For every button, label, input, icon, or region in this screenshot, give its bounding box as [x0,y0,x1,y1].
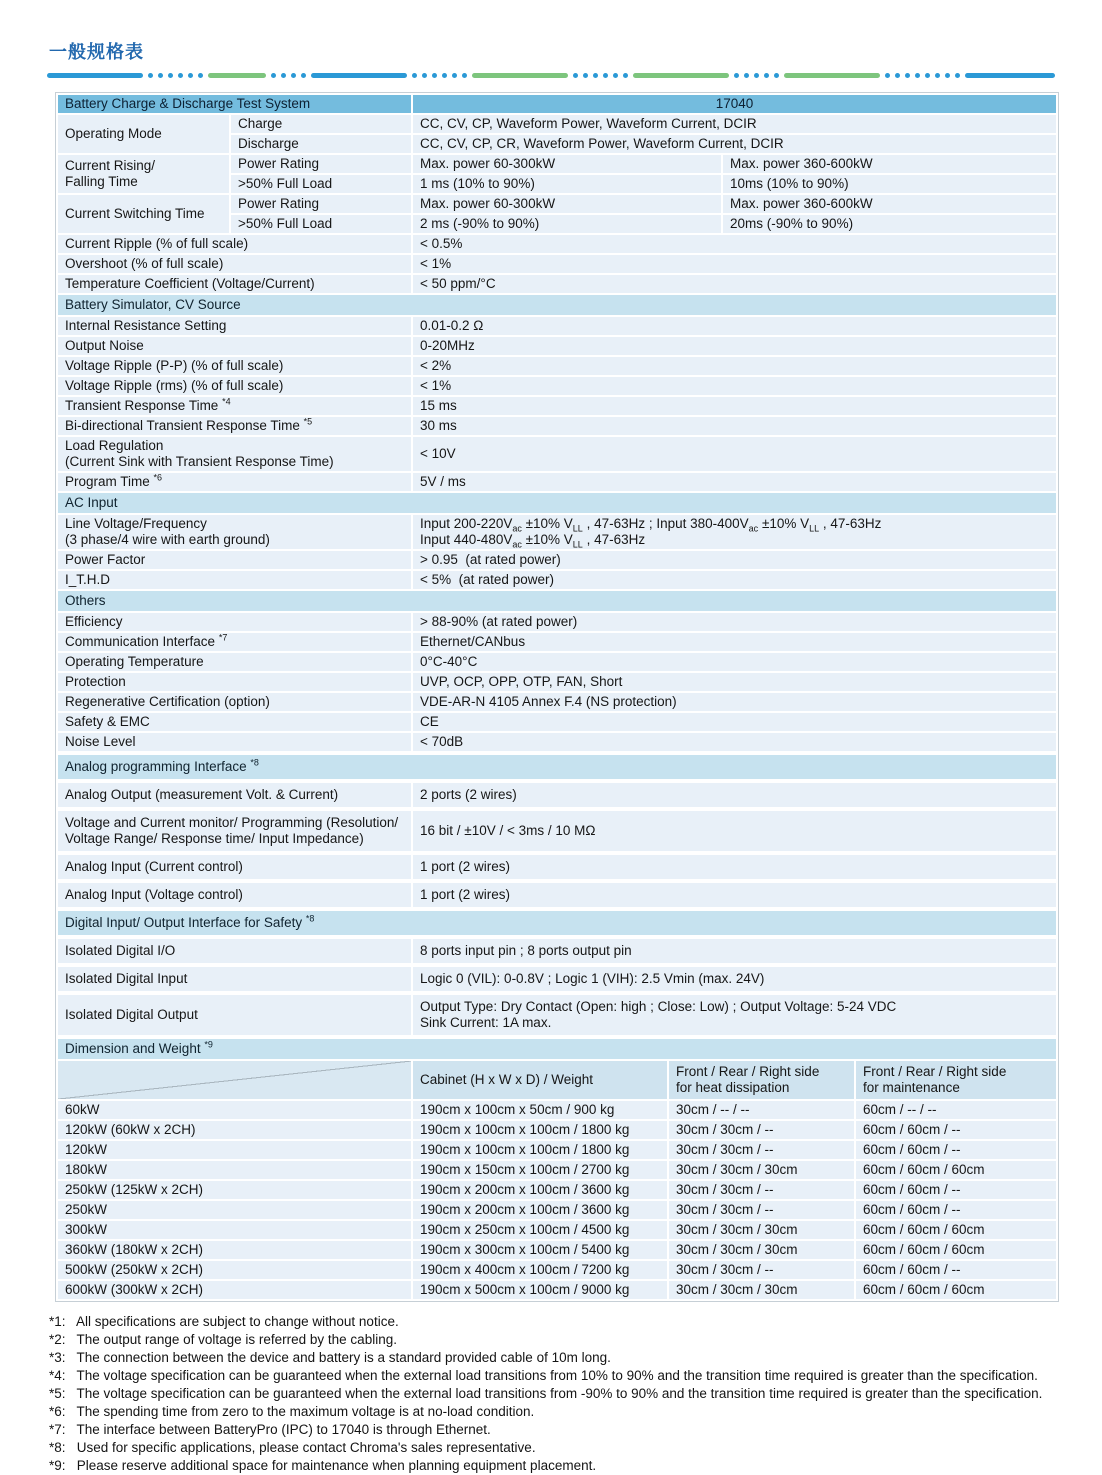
spec-row [57,993,1057,1037]
divider-dot [734,73,739,78]
spec-value-cell: < 1% [412,376,1057,396]
footnote-text: The output range of voltage is referred by the cabling. [76,1332,397,1347]
spec-row [57,336,1057,356]
section-header-cell: Others [57,590,1057,612]
spec-row [57,1180,1057,1200]
spec-value-cell: 1 port (2 wires) [412,881,1057,909]
footnote-mark: *2: [49,1332,66,1347]
spec-row [57,514,1057,550]
divider-dot [291,73,296,78]
spec-label-cell: Isolated Digital Input [57,965,412,993]
spec-label-cell: Regenerative Certification (option) [57,692,412,712]
spec-label-cell: Operating Mode [57,114,230,154]
spec-row [57,1220,1057,1240]
spec-row [57,1240,1057,1260]
divider-dot [945,73,950,78]
spec-label-cell: Safety & EMC [57,712,412,732]
spec-value-cell: 190cm x 400cm x 100cm / 7200 kg [412,1260,668,1280]
spec-label-cell: Voltage and Current monitor/ Programming (Resolution/ Voltage Range/ Response time/ Input Impedance) [57,809,412,853]
spec-value-cell: 60cm / 60cm / 60cm [855,1280,1057,1300]
spec-value-cell: 0°C-40°C [412,652,1057,672]
spec-label-cell: Power Factor [57,550,412,570]
divider-dot [754,73,759,78]
divider-dot [603,73,608,78]
spec-value-cell: 20ms (-90% to 90%) [722,214,1057,234]
footnote-mark: *5: [49,1386,66,1401]
spec-value-cell: < 50 ppm/°C [412,274,1057,294]
spec-row [57,274,1057,294]
spec-label-cell: Voltage Ripple (rms) (% of full scale) [57,376,412,396]
divider-dot [915,73,920,78]
spec-label-cell: Analog Input (Voltage control) [57,881,412,909]
diagonal-cell [57,1060,412,1100]
footnote-text: Used for specific applications, please contact Chroma's sales representative. [76,1440,536,1455]
divider-dot [301,73,306,78]
spec-row [57,376,1057,396]
spec-value-cell: Max. power 360-600kW [722,194,1057,214]
footnote-text: Please reserve additional space for maintenance when planning equipment placement. [76,1458,597,1473]
spec-row [57,1160,1057,1180]
divider-dash-blue [965,73,1055,78]
spec-value-cell: Input $200-220V_{ac} \pm 10\%$ $V_{LL}$ , 47-63Hz ; Input $380-400V_{ac} \pm 10\%$ $V_{LL}$ , 47-63Hz Input $440-480V_{ac} \pm 10\%$ $V_{LL}$ , 47-63Hz [412,514,1057,550]
spec-value-cell: 190cm x 100cm x 100cm / 1800 kg [412,1120,668,1140]
section-row [57,753,1057,781]
spec-label-cell: 360kW (180kW x 2CH) [57,1240,412,1260]
dim-header-row [57,1060,1057,1100]
spec-label-cell: Communication Interface $^{*7}$ [57,632,412,652]
divider-dot [281,73,286,78]
footnote-mark: *1: [49,1314,66,1329]
footnote-mark: *9: [49,1458,66,1473]
divider-dot [573,73,578,78]
footnote [49,1439,1062,1457]
section-header-cell: Analog programming Interface $^{*8}$ [57,753,1057,781]
spec-value-cell: 60cm / 60cm / 60cm [855,1220,1057,1240]
spec-value-cell: 190cm x 100cm x 50cm / 900 kg [412,1100,668,1120]
spec-row [57,1120,1057,1140]
divider-dot [593,73,598,78]
spec-label-cell: Protection [57,672,412,692]
spec-value-cell: 60cm / 60cm / 60cm [855,1240,1057,1260]
divider-dot [885,73,890,78]
spec-row [57,316,1057,336]
divider-dash-green [633,73,729,78]
spec-row [57,1140,1057,1160]
divider-dot [764,73,769,78]
spec-row [57,472,1057,492]
spec-label-cell: 60kW [57,1100,412,1120]
divider-dot [148,73,153,78]
page-title: 一般规格表 [49,42,144,62]
footnote-text: All specifications are subject to change without notice. [76,1314,399,1329]
spec-row [57,881,1057,909]
footnote-mark: *7: [49,1422,66,1437]
spec-row [57,436,1057,472]
table-header-row [57,94,1057,114]
spec-value-cell: < 2% [412,356,1057,376]
spec-label-cell: Analog Input (Current control) [57,853,412,881]
section-row [57,590,1057,612]
spec-value-cell: > 88-90% (at rated power) [412,612,1057,632]
spec-row [57,1260,1057,1280]
divider-dot [583,73,588,78]
divider-dot [271,73,276,78]
spec-row [57,114,1057,134]
spec-row [57,712,1057,732]
spec-value-cell: 190cm x 200cm x 100cm / 3600 kg [412,1200,668,1220]
footnote [49,1403,1062,1421]
spec-value-cell: 10ms (10% to 90%) [722,174,1057,194]
spec-value-cell: 1 port (2 wires) [412,853,1057,881]
spec-row [57,965,1057,993]
spec-value-cell: 30cm / 30cm / 30cm [668,1280,855,1300]
spec-label-cell: 120kW [57,1140,412,1160]
spec-value-cell: Ethernet/CANbus [412,632,1057,652]
spec-value-cell: 30cm / 30cm / 30cm [668,1240,855,1260]
spec-value-cell: 30cm / 30cm / -- [668,1120,855,1140]
spec-row [57,632,1057,652]
spec-label-cell: Power Rating [230,154,412,174]
spec-row [57,672,1057,692]
divider-dot [925,73,930,78]
divider-dot [422,73,427,78]
spec-row [57,781,1057,809]
spec-label-cell: Voltage Ripple (P-P) (% of full scale) [57,356,412,376]
spec-label-cell: Output Noise [57,336,412,356]
spec-value-cell: 30cm / 30cm / -- [668,1140,855,1160]
spec-label-cell: >50% Full Load [230,214,412,234]
section-row [57,909,1057,937]
spec-table [56,93,1058,1301]
spec-value-cell: 30cm / 30cm / 30cm [668,1220,855,1240]
spec-value-cell: > 0.95 (at rated power) [412,550,1057,570]
spec-label-cell: Transient Response Time $^{*4}$ [57,396,412,416]
spec-label-cell: Load Regulation (Current Sink with Transient Response Time) [57,436,412,472]
spec-value-cell: 190cm x 250cm x 100cm / 4500 kg [412,1220,668,1240]
spec-label-cell: Program Time $^{*6}$ [57,472,412,492]
spec-label-cell: 180kW [57,1160,412,1180]
spec-label-cell: Discharge [230,134,412,154]
spec-label-cell: Temperature Coefficient (Voltage/Current) [57,274,412,294]
spec-value-cell: Max. power 60-300kW [412,194,722,214]
spec-row [57,853,1057,881]
divider-dot [188,73,193,78]
spec-value-cell: 0-20MHz [412,336,1057,356]
spec-value-cell: 30cm / -- / -- [668,1100,855,1120]
table-title-cell: Battery Charge & Discharge Test System [57,94,412,114]
footnote [49,1457,1062,1475]
section-header-cell: Dimension and Weight $^{*9}$ [57,1037,1057,1060]
spec-table-body [57,94,1057,1300]
spec-label-cell: Efficiency [57,612,412,632]
divider-dot [158,73,163,78]
spec-row [57,732,1057,753]
divider-dot [955,73,960,78]
spec-row [57,570,1057,590]
spec-value-cell: 2 ports (2 wires) [412,781,1057,809]
spec-row [57,612,1057,632]
spec-label-cell: Internal Resistance Setting [57,316,412,336]
decorative-divider [47,71,1057,79]
spec-value-cell: 30cm / 30cm / -- [668,1200,855,1220]
spec-value-cell: < 5% (at rated power) [412,570,1057,590]
spec-value-cell: 60cm / 60cm / 60cm [855,1160,1057,1180]
divider-dot [744,73,749,78]
spec-value-cell: 15 ms [412,396,1057,416]
footnote [49,1421,1062,1439]
divider-dot [905,73,910,78]
spec-value-cell: Output Type: Dry Contact (Open: high ; Close: Low) ; Output Voltage: 5-24 VDC Sink Current: 1A max. [412,993,1057,1037]
divider-dash-blue [311,73,407,78]
spec-value-cell: 16 bit / ±10V / < 3ms / 10 MΩ [412,809,1057,853]
footnote [49,1313,1062,1331]
footnote-text: The voltage specification can be guaranteed when the external load transitions from -90% to 90% and the transition time required is greater than the specification. [76,1386,1043,1401]
dim-header-cell: Cabinet (H x W x D) / Weight [412,1060,668,1100]
footnote-mark: *4: [49,1368,66,1383]
spec-value-cell: CE [412,712,1057,732]
divider-dot [774,73,779,78]
footnote [49,1385,1062,1403]
spec-label-cell: 250kW [57,1200,412,1220]
spec-label-cell: 600kW (300kW x 2CH) [57,1280,412,1300]
spec-value-cell: < 1% [412,254,1057,274]
spec-row [57,154,1057,174]
spec-row [57,1100,1057,1120]
spec-value-cell: Max. power 360-600kW [722,154,1057,174]
spec-value-cell: 8 ports input pin ; 8 ports output pin [412,937,1057,965]
spec-value-cell: 190cm x 150cm x 100cm / 2700 kg [412,1160,668,1180]
spec-row [57,194,1057,214]
spec-value-cell: 60cm / 60cm / -- [855,1260,1057,1280]
spec-value-cell: 30cm / 30cm / 30cm [668,1160,855,1180]
section-row [57,1037,1057,1060]
spec-value-cell: 60cm / 60cm / -- [855,1180,1057,1200]
spec-label-cell: Noise Level [57,732,412,753]
divider-dot [412,73,417,78]
divider-dot [178,73,183,78]
spec-value-cell: Max. power 60-300kW [412,154,722,174]
footnotes [49,1313,1062,1475]
spec-label-cell: Isolated Digital I/O [57,937,412,965]
model-number-cell: 17040 [412,94,1057,114]
divider-dot [168,73,173,78]
spec-row [57,1200,1057,1220]
spec-label-cell: Line Voltage/Frequency (3 phase/4 wire with earth ground) [57,514,412,550]
spec-label-cell: >50% Full Load [230,174,412,194]
divider-dash-green [208,73,266,78]
spec-row [57,1280,1057,1300]
spec-value-cell: < 10V [412,436,1057,472]
spec-value-cell: Logic 0 (VIL): 0-0.8V ; Logic 1 (VIH): 2.5 Vmin (max. 24V) [412,965,1057,993]
dim-header-cell: Front / Rear / Right side for maintenance [855,1060,1057,1100]
spec-value-cell: 5V / ms [412,472,1057,492]
section-header-cell: Battery Simulator, CV Source [57,294,1057,316]
spec-value-cell: 190cm x 300cm x 100cm / 5400 kg [412,1240,668,1260]
spec-label-cell: 120kW (60kW x 2CH) [57,1120,412,1140]
spec-value-cell: < 70dB [412,732,1057,753]
spec-value-cell: 60cm / 60cm / -- [855,1140,1057,1160]
footnote-mark: *3: [49,1350,66,1365]
section-header-cell: Digital Input/ Output Interface for Safety $^{*8}$ [57,909,1057,937]
divider-dot [623,73,628,78]
spec-value-cell: 60cm / 60cm / -- [855,1200,1057,1220]
spec-row [57,652,1057,672]
divider-dot [613,73,618,78]
spec-row [57,937,1057,965]
spec-label-cell: Charge [230,114,412,134]
footnote-mark: *8: [49,1440,66,1455]
spec-label-cell: Bi-directional Transient Response Time $^{*5}$ [57,416,412,436]
spec-value-cell: < 0.5% [412,234,1057,254]
spec-label-cell: 250kW (125kW x 2CH) [57,1180,412,1200]
spec-value-cell: 30cm / 30cm / -- [668,1260,855,1280]
spec-value-cell: 60cm / -- / -- [855,1100,1057,1120]
footnote-text: The connection between the device and battery is a standard provided cable of 10m long. [76,1350,611,1365]
footnote [49,1349,1062,1367]
spec-row [57,234,1057,254]
spec-row [57,396,1057,416]
footnote [49,1367,1062,1385]
footnote-text: The voltage specification can be guaranteed when the external load transitions from 10% to 90% and the transition time required is greater than the specification. [76,1368,1038,1383]
spec-label-cell: Analog Output (measurement Volt. & Current) [57,781,412,809]
spec-value-cell: CC, CV, CP, CR, Waveform Power, Waveform Current, DCIR [412,134,1057,154]
section-row [57,294,1057,316]
spec-table-wrap [55,92,1059,1302]
spec-value-cell: 60cm / 60cm / -- [855,1120,1057,1140]
spec-value-cell: 0.01-0.2 Ω [412,316,1057,336]
spec-value-cell: 30 ms [412,416,1057,436]
spec-value-cell: 2 ms (-90% to 90%) [412,214,722,234]
spec-value-cell: CC, CV, CP, Waveform Power, Waveform Current, DCIR [412,114,1057,134]
section-header-cell: AC Input [57,492,1057,514]
spec-value-cell: VDE-AR-N 4105 Annex F.4 (NS protection) [412,692,1057,712]
spec-value-cell: 190cm x 100cm x 100cm / 1800 kg [412,1140,668,1160]
footnote-text: The interface between BatteryPro (IPC) to 17040 is through Ethernet. [76,1422,491,1437]
spec-label-cell: I_T.H.D [57,570,412,590]
spec-label-cell: 300kW [57,1220,412,1240]
footnote-mark: *6: [49,1404,66,1419]
spec-label-cell: 500kW (250kW x 2CH) [57,1260,412,1280]
spec-label-cell: Overshoot (% of full scale) [57,254,412,274]
divider-dot [432,73,437,78]
dim-header-cell: Front / Rear / Right side for heat dissipation [668,1060,855,1100]
divider-dot [935,73,940,78]
divider-dot [895,73,900,78]
footnote [49,1331,1062,1349]
spec-row [57,416,1057,436]
spec-label-cell: Operating Temperature [57,652,412,672]
spec-row [57,254,1057,274]
divider-dot [442,73,447,78]
section-row [57,492,1057,514]
divider-dash-green [784,73,880,78]
spec-value-cell: 190cm x 500cm x 100cm / 9000 kg [412,1280,668,1300]
divider-dot [462,73,467,78]
footnote-text: The spending time from zero to the maximum voltage is at no-load condition. [76,1404,535,1419]
spec-row [57,356,1057,376]
spec-label-cell: Current Switching Time [57,194,230,234]
spec-label-cell: Current Rising/ Falling Time [57,154,230,194]
spec-value-cell: 30cm / 30cm / -- [668,1180,855,1200]
spec-label-cell: Power Rating [230,194,412,214]
spec-value-cell: 190cm x 200cm x 100cm / 3600 kg [412,1180,668,1200]
spec-row [57,809,1057,853]
divider-dash-blue [47,73,143,78]
divider-dot [452,73,457,78]
divider-dash-green [472,73,568,78]
spec-label-cell: Current Ripple (% of full scale) [57,234,412,254]
divider-dot [198,73,203,78]
spec-row [57,550,1057,570]
spec-value-cell: UVP, OCP, OPP, OTP, FAN, Short [412,672,1057,692]
spec-value-cell: 1 ms (10% to 90%) [412,174,722,194]
spec-label-cell: Isolated Digital Output [57,993,412,1037]
spec-row [57,692,1057,712]
